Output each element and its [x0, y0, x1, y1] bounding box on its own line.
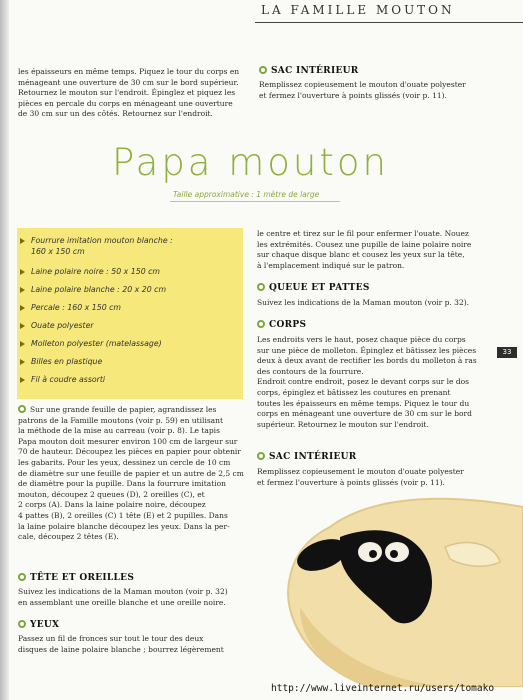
sac-bottom-text — [257, 467, 489, 488]
queue-text — [257, 298, 489, 309]
arrow-icon — [20, 359, 25, 365]
tete-text — [18, 587, 244, 608]
section-heading-yeux — [18, 620, 59, 630]
text-line: la laine polaire blanche découpez les yeux. Dans la per- — [18, 521, 230, 531]
section-heading-queue — [257, 283, 370, 293]
arrow-icon — [20, 269, 25, 275]
green-bullet-icon — [18, 573, 26, 581]
material-item-cont: 160 x 150 cm — [31, 247, 85, 256]
right-continuation-text — [257, 229, 483, 271]
green-bullet-icon — [18, 620, 26, 628]
text-line: les gabarits. Pour les yeux, dessinez un cercle de 10 cm — [18, 457, 231, 467]
arrow-icon — [20, 323, 25, 329]
intro-paragraph — [18, 405, 244, 543]
text-line: 4 pattes (B), 2 oreilles (C) 1 tête (E) et 2 pupilles. Dans — [18, 510, 228, 520]
text-line: corps, épinglez et bâtissez les coutures en prenant — [257, 387, 451, 397]
materials-box — [17, 228, 243, 399]
text-line: Suivez les indications de la Maman mouton (voir p. 32). — [257, 298, 470, 307]
text-line: le centre et tirez sur le fil pour enfermer l'ouate. Nouez — [257, 229, 469, 238]
text-line: Retournez le mouton sur l'endroit. Épinglez et piquez les — [18, 88, 236, 98]
text-line: 2 corps (A). Dans la laine polaire noire, découpez — [18, 500, 206, 510]
sheep-pupil-right — [390, 550, 398, 558]
sac-top-text — [259, 80, 491, 101]
section-heading-sac-top — [259, 66, 359, 76]
text-line: Papa mouton doit mesurer environ 100 cm de largeur sur — [18, 436, 238, 446]
text-line: deux à deux avant de rectifier les bords du molleton à ras — [257, 356, 477, 366]
text-line: Sur une grande feuille de papier, agrandissez les — [18, 405, 244, 416]
material-item: Fourrure imitation mouton blanche : — [31, 236, 173, 245]
heading-text: QUEUE ET PATTES — [269, 283, 370, 293]
sheep-photo — [270, 497, 523, 687]
text-line: de 30 cm sur un des côtés. Retournez sur l'endroit. — [18, 109, 213, 119]
arrow-icon — [20, 341, 25, 347]
header-rule — [255, 22, 523, 23]
arrow-icon — [20, 287, 25, 293]
text-line: 70 de hauteur. Découpez les pièces en papier pour obtenir — [18, 447, 241, 457]
heading-text: TÊTE ET OREILLES — [30, 573, 135, 583]
material-item: Ouate polyester — [31, 321, 94, 330]
text-line: pièces en percale du corps en ménageant une ouverture — [18, 98, 233, 108]
text-line: en assemblant une oreille blanche et une oreille noire. — [18, 597, 226, 607]
text-line: cale, découpez 2 têtes (E). — [18, 532, 119, 542]
text-line: à l'emplacement indiqué sur le patron. — [257, 260, 405, 270]
subtitle: Taille approximative : 1 mètre de large — [173, 190, 320, 199]
top-left-text — [18, 67, 246, 120]
material-item: Percale : 160 x 150 cm — [31, 303, 122, 312]
heading-text: SAC INTÉRIEUR — [271, 66, 359, 76]
section-heading-tete — [18, 573, 134, 583]
arrow-icon — [20, 238, 25, 244]
text-line: mouton, découpez 2 queues (D), 2 oreilles (C), et — [18, 489, 205, 499]
text-line: Remplissez copieusement le mouton d'ouate polyester — [257, 467, 464, 476]
text-line: de diamètre pour la pupille. Dans la fourrure imitation — [18, 479, 226, 489]
text-line: patrons de la Famille moutons (voir p. 59) en utilisant — [18, 415, 224, 425]
material-item: Molleton polyester (matelassage) — [31, 339, 162, 348]
subtitle-rule — [170, 201, 340, 202]
material-item: Fil à coudre assorti — [31, 375, 106, 384]
green-bullet-icon — [259, 66, 267, 74]
yeux-text — [18, 634, 244, 655]
text-line: supérieur. Retournez le mouton sur l'endroit. — [257, 419, 429, 429]
green-bullet-icon — [257, 452, 265, 460]
section-heading-sac-bottom — [257, 452, 357, 462]
text-line: et fermez l'ouverture à points glissés (voir p. 11). — [257, 477, 445, 487]
text-line: Remplissez copieusement le mouton d'ouate polyester — [259, 80, 466, 89]
green-bullet-icon — [257, 283, 265, 291]
heading-text: YEUX — [30, 620, 60, 630]
text-line: Endroit contre endroit, posez le devant corps sur le dos — [257, 377, 470, 387]
material-item: Billes en plastique — [31, 357, 103, 366]
page-title: Papa mouton — [112, 141, 389, 184]
running-header: LA FAMILLE MOUTON — [261, 3, 455, 17]
text-line: des contours de la fourrure. — [257, 366, 364, 376]
material-item: Laine polaire noire : 50 x 150 cm — [31, 267, 161, 276]
arrow-icon — [20, 377, 25, 383]
heading-text: SAC INTÉRIEUR — [269, 452, 357, 462]
text-line: Passez un fil de fronces sur tout le tour des deux — [18, 634, 204, 643]
section-heading-corps — [257, 320, 306, 330]
text-line: et fermez l'ouverture à points glissés (voir p. 11). — [259, 90, 447, 100]
material-item: Laine polaire blanche : 20 x 20 cm — [31, 285, 167, 294]
text-line: disques de laine polaire blanche ; bourrez légèrement — [18, 644, 224, 654]
text-line: Suivez les indications de la Maman mouton (voir p. 32) — [18, 587, 228, 596]
text-line: de diamètre sur une feuille de papier et un autre de 2,5 cm — [18, 468, 244, 478]
sheep-pupil-left — [369, 550, 377, 558]
arrow-icon — [20, 305, 25, 311]
text-line: toutes les épaisseurs en même temps. Piquez le tour du — [257, 398, 470, 408]
text-line: corps en ménageant une ouverture de 30 cm sur le bord — [257, 409, 472, 419]
page-number-badge: 33 — [497, 347, 517, 358]
green-bullet-icon — [257, 320, 265, 328]
text-line: ménageant une ouverture de 30 cm sur le bord supérieur. — [18, 77, 239, 87]
corps-text — [257, 335, 483, 430]
text-line: les extrémités. Cousez une pupille de laine polaire noire — [257, 239, 472, 249]
text-line: la méthode de la mise au carreau (voir p. 8). Le tapis — [18, 426, 220, 436]
source-url: http://www.liveinternet.ru/users/tomako — [271, 683, 495, 694]
text-line: sur chaque disque blanc et cousez les yeux sur la tête, — [257, 250, 465, 260]
green-bullet-icon — [18, 405, 26, 413]
page-binding-shadow — [0, 0, 9, 700]
text-line: Les endroits vers le haut, posez chaque pièce du corps — [257, 335, 466, 344]
heading-text: CORPS — [269, 320, 307, 330]
text-line: les épaisseurs en même temps. Piquez le tour du corps en — [18, 67, 240, 76]
text-line: sur une pièce de molleton. Épinglez et bâtissez les pièces — [257, 345, 477, 355]
